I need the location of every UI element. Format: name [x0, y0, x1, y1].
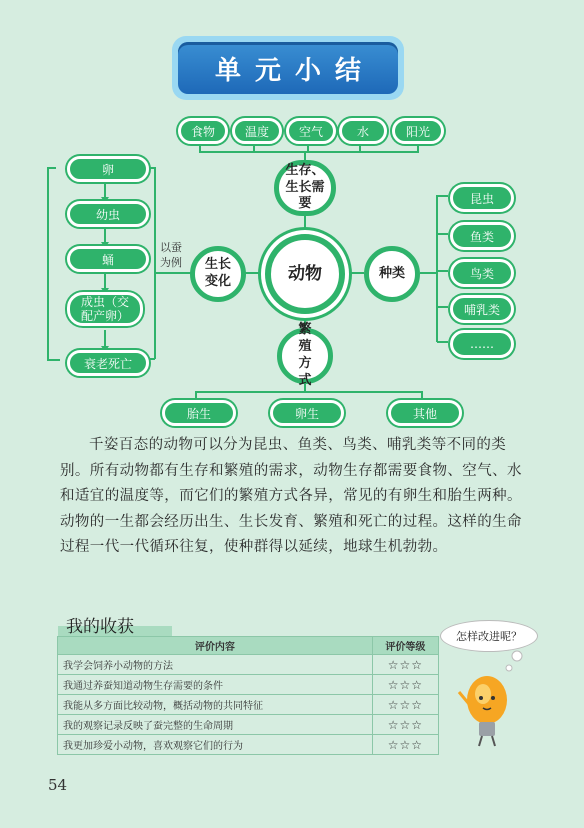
header-rating: 评价等级 [372, 637, 438, 655]
row-rating: ☆☆☆ [372, 735, 438, 755]
reproduction-oviparous: 卵生 [270, 400, 344, 426]
table-row [58, 675, 439, 695]
table-row [58, 735, 439, 755]
reproduction-node: 繁殖方式 [277, 328, 333, 384]
growth-node: 生长变化 [190, 246, 246, 302]
reproduction-other: 其他 [388, 400, 462, 426]
center-node: 动物 [265, 234, 345, 314]
silkworm-note: 以蚕为例 [160, 241, 182, 269]
table-row [58, 695, 439, 715]
row-content: 我通过养蚕知道动物生存需要的条件 [58, 675, 373, 695]
need-water: 水 [339, 118, 387, 144]
species-bird: 鸟类 [450, 259, 514, 287]
need-food: 食物 [178, 118, 228, 144]
cycle-pupa: 蛹 [67, 246, 149, 272]
row-rating: ☆☆☆ [372, 655, 438, 675]
row-rating: ☆☆☆ [372, 675, 438, 695]
cycle-adult: 成虫（交配产卵） [67, 292, 143, 326]
table-row [58, 715, 439, 735]
title-text: 单元小结 [178, 42, 398, 94]
row-content: 我更加珍爱小动物，喜欢观察它们的行为 [58, 735, 373, 755]
lightbulb-character-icon [455, 640, 535, 750]
unit-summary-title [172, 36, 404, 100]
row-content: 我学会饲养小动物的方法 [58, 655, 373, 675]
cycle-death: 衰老死亡 [67, 350, 149, 376]
need-air: 空气 [286, 118, 336, 144]
reproduction-viviparous: 胎生 [162, 400, 236, 426]
species-fish: 鱼类 [450, 222, 514, 250]
species-node: 种类 [364, 246, 420, 302]
need-sunlight: 阳光 [392, 118, 444, 144]
species-insect: 昆虫 [450, 184, 514, 212]
row-content: 我能从多方面比较动物，概括动物的共同特征 [58, 695, 373, 715]
header-content: 评价内容 [58, 637, 373, 655]
need-temperature: 温度 [232, 118, 282, 144]
row-rating: ☆☆☆ [372, 715, 438, 735]
summary-paragraph: 千姿百态的动物可以分为昆虫、鱼类、鸟类、哺乳类等不同的类别。所有动物都有生存和繁殖的需求，动物生存都需要食物、空气、水和适宜的温度等，而它们的繁殖方式各异，常见的有卵生和胎生两种。动物的一生都会经历出生、生长发育、繁殖和死亡的过程。这样的生命过程一代一代循环往复，使种群得以延续，地球生机勃勃。 [60, 437, 522, 555]
thought-bubble: 怎样改进呢？ [440, 620, 538, 652]
row-content: 我的观察记录反映了蚕完整的生命周期 [58, 715, 373, 735]
harvest-title: 我的收获 [66, 617, 134, 637]
cycle-egg: 卵 [67, 156, 149, 182]
page-number: 54 [48, 776, 68, 794]
species-mammal: 哺乳类 [450, 295, 514, 323]
row-rating: ☆☆☆ [372, 695, 438, 715]
table-row [58, 655, 439, 675]
needs-node: 生存、生长需要 [274, 160, 336, 216]
evaluation-table [57, 636, 439, 755]
cycle-larva: 幼虫 [67, 201, 149, 227]
species-more: …… [450, 330, 514, 358]
